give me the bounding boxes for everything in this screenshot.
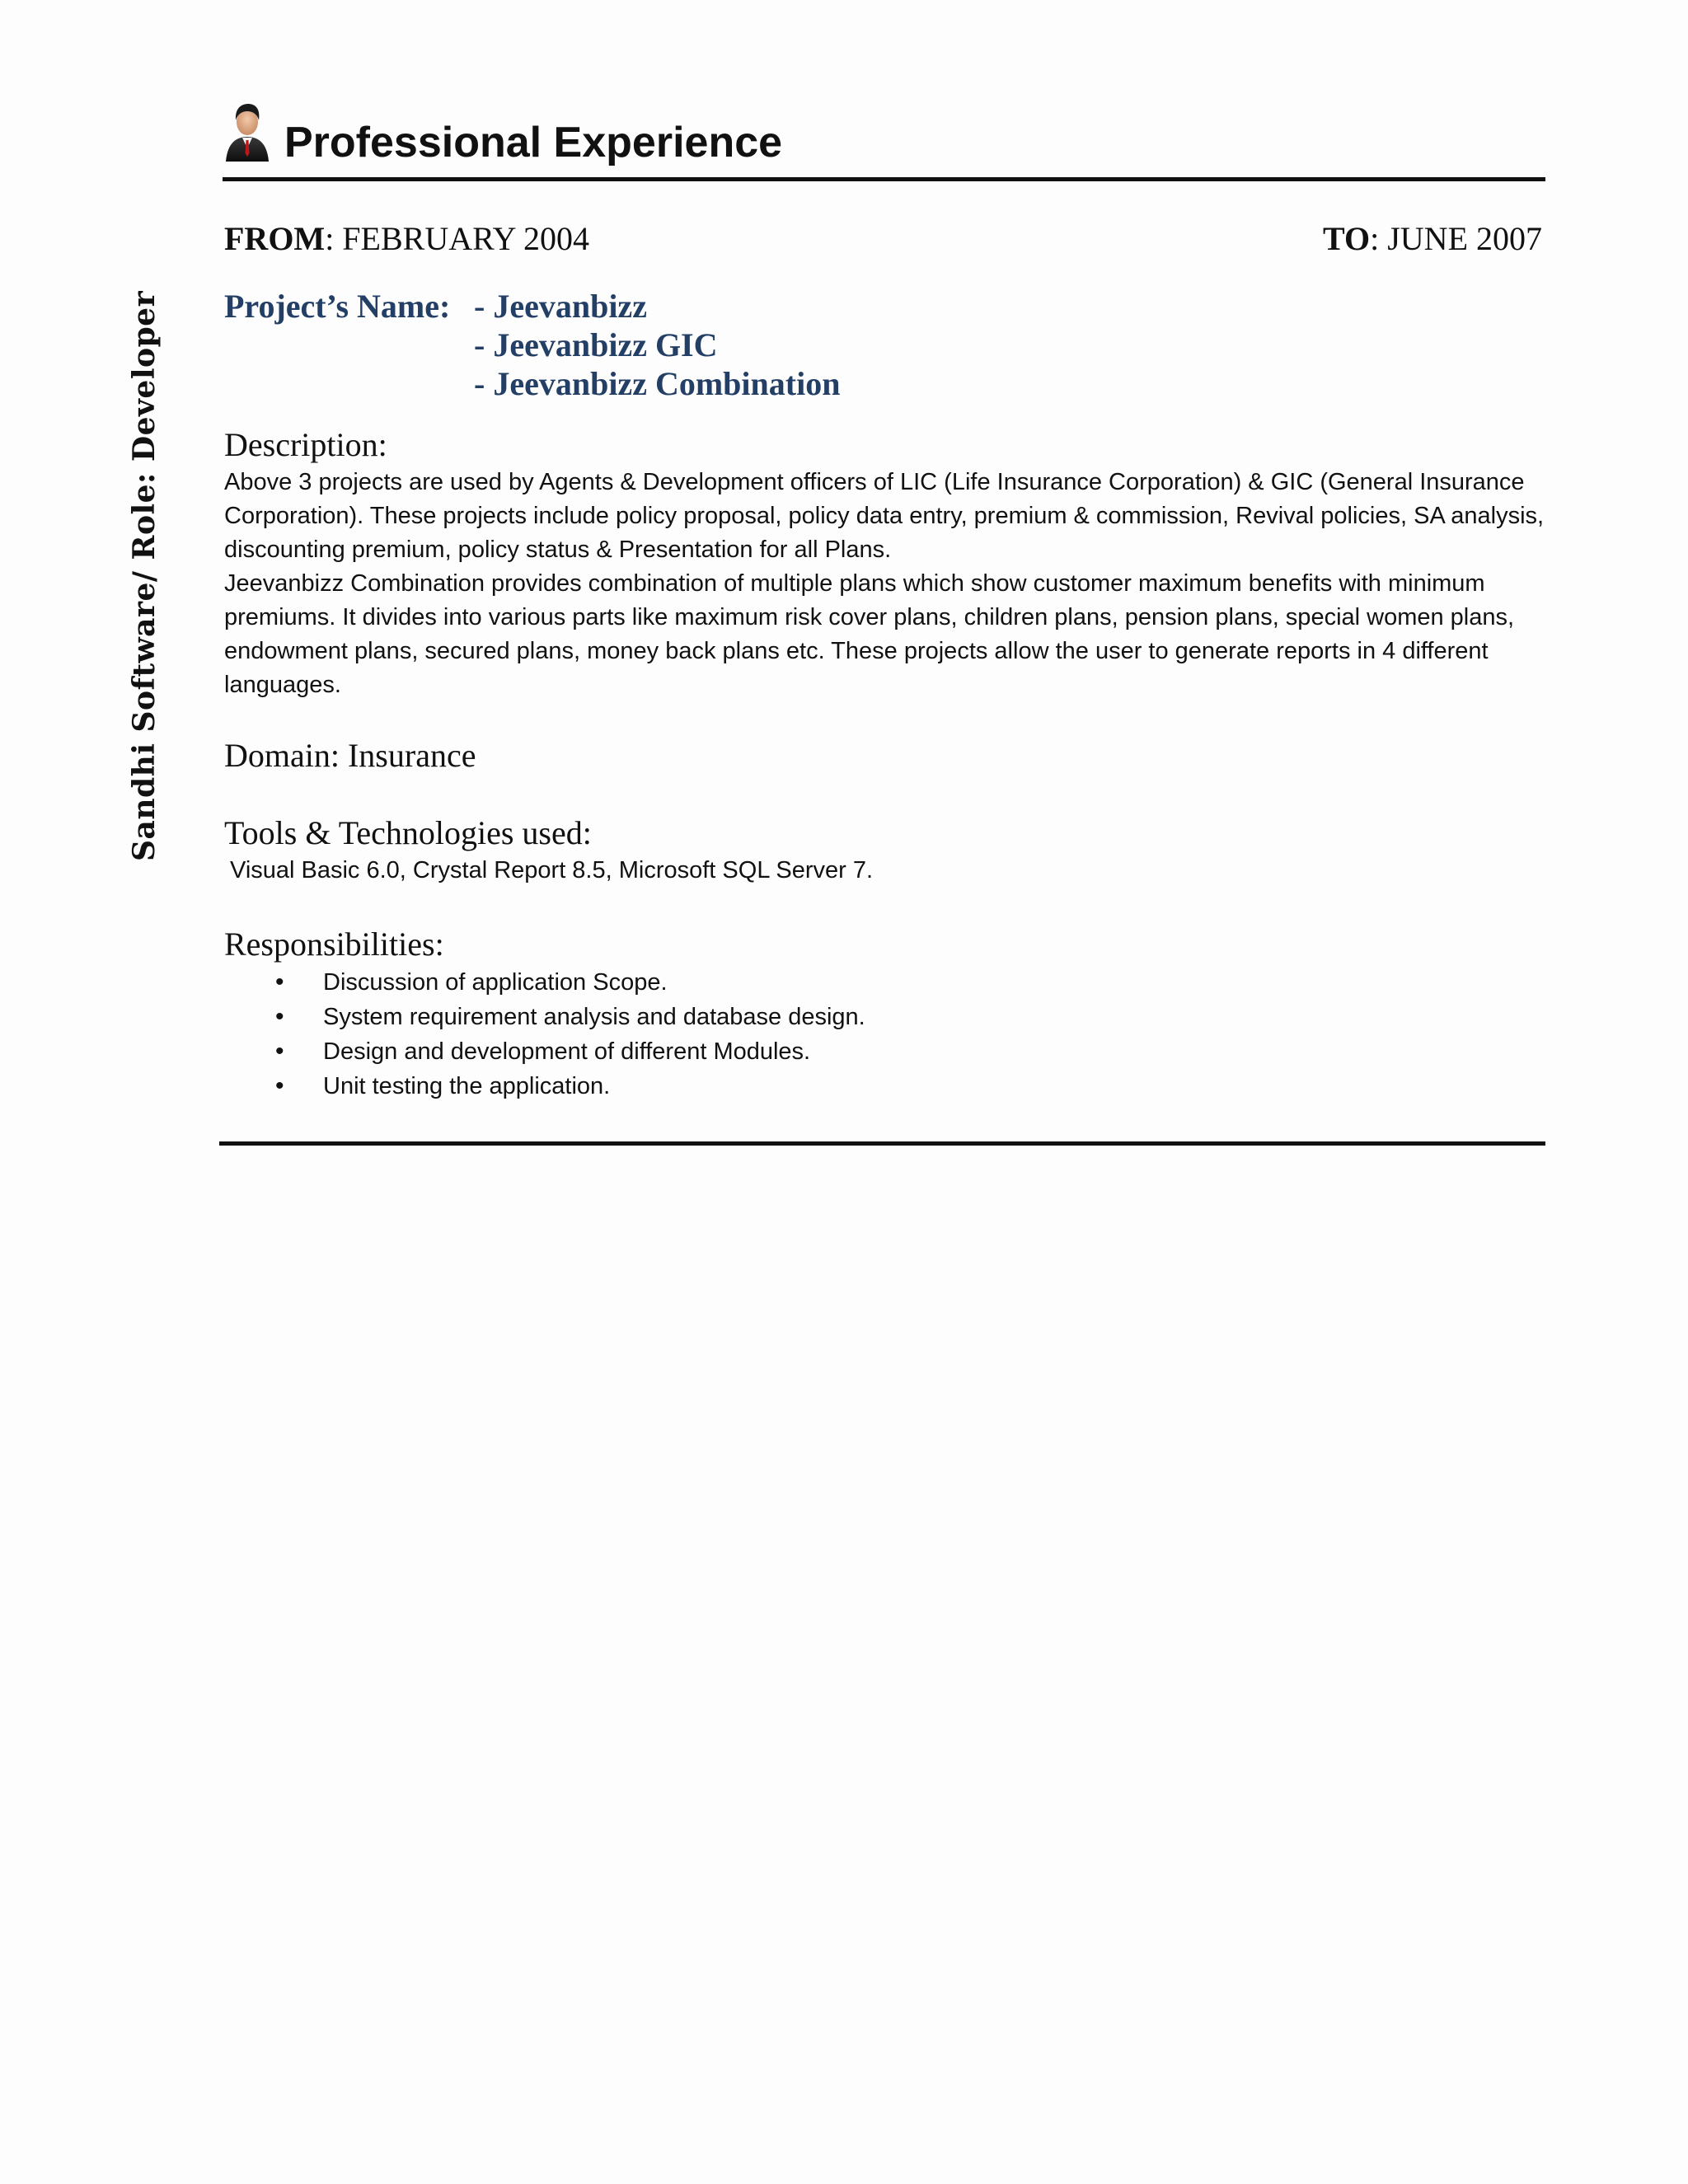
user-avatar-icon bbox=[223, 99, 272, 163]
projects-label: Project’s Name: bbox=[224, 288, 451, 325]
bullet-icon: • bbox=[275, 1038, 284, 1065]
description-paragraph: Above 3 projects are used by Agents & Development officers of LIC (Life Insurance Corporation) & GIC (General Insurance Corporation). These projects include policy proposal, policy data entry, premium & commission, Revival policies, SA analysis, discounting premium, policy status & Presentation for all Plans. bbox=[224, 469, 1545, 563]
list-item bbox=[223, 1034, 1545, 1069]
employment-period bbox=[223, 214, 1545, 264]
section-header bbox=[223, 91, 1545, 181]
responsibilities-list bbox=[223, 965, 1545, 1104]
experience-section bbox=[223, 91, 1545, 1146]
project-item: - Jeevanbizz bbox=[474, 288, 647, 325]
bullet-icon: • bbox=[275, 1003, 284, 1030]
list-item-text: Unit testing the application. bbox=[323, 1073, 611, 1099]
company-role-label: Sandhi Software/ Role: Developer bbox=[127, 290, 162, 861]
description-title: Description: bbox=[224, 426, 387, 463]
tools-text: Visual Basic 6.0, Crystal Report 8.5, Microsoft SQL Server 7. bbox=[230, 857, 874, 883]
list-item bbox=[223, 1069, 1545, 1104]
list-item bbox=[223, 1000, 1545, 1034]
to-date bbox=[1323, 214, 1542, 264]
domain-line: Domain: Insurance bbox=[224, 737, 476, 774]
project-item: - Jeevanbizz Combination bbox=[474, 365, 841, 402]
project-item: - Jeevanbizz GIC bbox=[474, 326, 718, 363]
from-label: FROM bbox=[224, 220, 326, 257]
list-item-text: Discussion of application Scope. bbox=[323, 969, 668, 996]
tools-title: Tools & Technologies used: bbox=[224, 814, 592, 851]
section-title: Professional Experience bbox=[284, 119, 783, 166]
description-text bbox=[224, 466, 1545, 702]
from-date bbox=[224, 214, 589, 264]
section-divider bbox=[219, 1141, 1545, 1146]
responsibilities-title: Responsibilities: bbox=[224, 926, 444, 963]
bullet-icon: • bbox=[275, 1072, 284, 1099]
to-label: TO bbox=[1323, 220, 1371, 257]
list-item-text: Design and development of different Modules. bbox=[323, 1038, 811, 1065]
project-names bbox=[223, 287, 1545, 406]
list-item-text: System requirement analysis and database design. bbox=[323, 1004, 865, 1030]
projects-list bbox=[474, 287, 840, 403]
description-paragraph: Jeevanbizz Combination provides combination of multiple plans which show customer maximum benefits with minimum premiums. It divides into various parts like maximum risk cover plans, children plans, pension plans, special women plans, endowment plans, secured plans, money back plans etc. These projects allow the user to generate reports in 4 different languages. bbox=[224, 570, 1515, 698]
to-value: : JUNE 2007 bbox=[1370, 220, 1542, 257]
list-item bbox=[223, 965, 1545, 1000]
from-value: : FEBRUARY 2004 bbox=[325, 220, 589, 257]
bullet-icon: • bbox=[275, 968, 284, 996]
